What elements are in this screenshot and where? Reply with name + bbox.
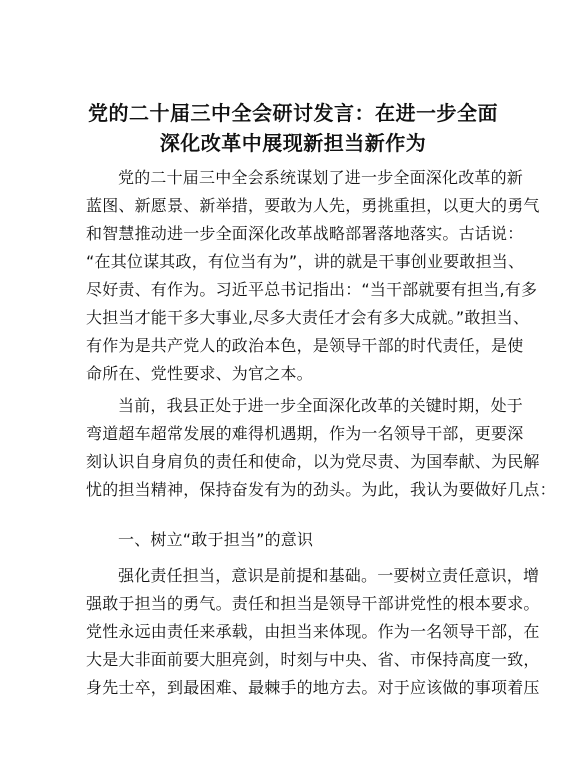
document-title-line-2: 深化改革中展现新担当新作为 bbox=[159, 131, 427, 155]
paragraph-line: 大担当才能干多大事业,尽多大责任才会有多大成就。”敢担当、 bbox=[86, 308, 530, 327]
paragraph-line: 身先士卒，到最困难、最棘手的地方去。对于应该做的事项着压 bbox=[86, 678, 540, 697]
paragraph-line: 党性永远由责任来承载，由担当来体现。作为一名领导干部，在 bbox=[86, 622, 540, 641]
paragraph-line: 尽好责、有作为。习近平总书记指出：“当干部就要有担当,有多 bbox=[86, 280, 538, 299]
paragraph-line: 蓝图、新愿景、新举措，要敢为人先，勇挑重担，以更大的勇气 bbox=[86, 196, 540, 215]
paragraph-line: 刻认识自身肩负的责任和使命，以为党尽责、为国奉献、为民解 bbox=[86, 452, 540, 471]
paragraph-line: “在其位谋其政，有位当有为”，讲的就是干事创业要敢担当、 bbox=[86, 252, 525, 271]
paragraph-line: 强敢于担当的勇气。责任和担当是领导干部讲党性的根本要求。 bbox=[86, 594, 540, 613]
paragraph-line: 忧的担当精神，保持奋发有为的劲头。为此，我认为要做好几点： bbox=[86, 480, 556, 499]
paragraph-line: 大是大非面前要大胆亮剑，时刻与中央、省、市保持高度一致， bbox=[86, 650, 540, 669]
paragraph-line: 命所在、党性要求、为官之本。 bbox=[86, 364, 313, 383]
paragraph-line: 党的二十届三中全会系统谋划了进一步全面深化改革的新 bbox=[118, 168, 524, 187]
paragraph-line: 弯道超车超常发展的难得机遇期，作为一名领导干部，更要深 bbox=[86, 424, 524, 443]
paragraph-line: 和智慧推动进一步全面深化改革战略部署落地落实。古话说： bbox=[86, 224, 524, 243]
document-title-line-1: 党的二十届三中全会研讨发言：在进一步全面 bbox=[88, 101, 498, 125]
section-heading: 一、树立“敢于担当”的意识 bbox=[118, 530, 314, 549]
paragraph-line: 强化责任担当，意识是前提和基础。一要树立责任意识，增 bbox=[118, 566, 540, 585]
paragraph-line: 有作为是共产党人的政治本色，是领导干部的时代责任，是使 bbox=[86, 336, 524, 355]
paragraph-line: 当前，我县正处于进一步全面深化改革的关键时期，处于 bbox=[118, 396, 524, 415]
